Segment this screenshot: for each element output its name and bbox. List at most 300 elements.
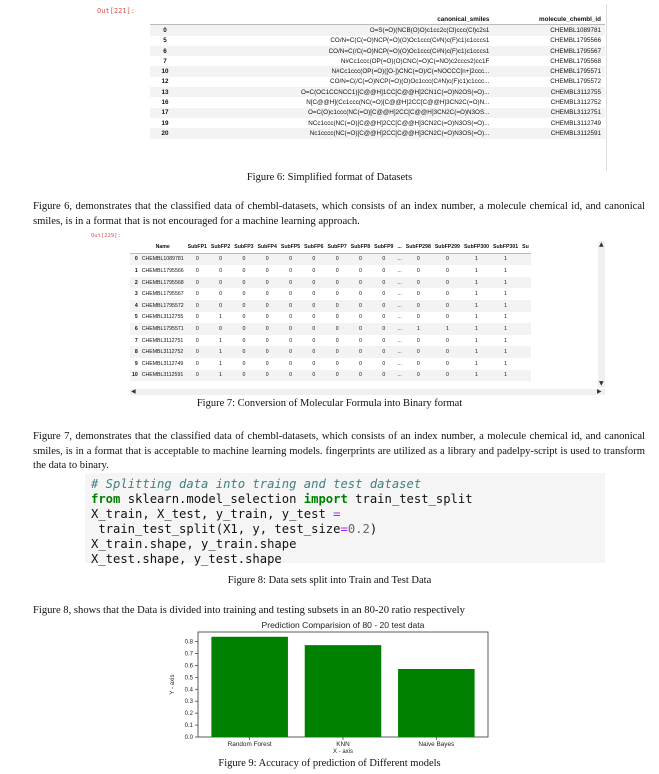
code-number: 0.2: [347, 522, 370, 536]
fingerprint-cell: 0: [232, 346, 255, 358]
fingerprint-cell: 0: [335, 267, 339, 274]
fingerprint-cell: 1: [462, 277, 491, 289]
code-import-name: train_test_split: [347, 492, 473, 506]
fingerprint-cell: 0: [372, 277, 395, 289]
table-row: [150, 97, 605, 107]
fingerprint-cell: 0: [242, 267, 246, 274]
canonical-smiles-cell: Nc1cccc(NC(=O)[C@@H]2CC[C@@H]3CN2C(=O)N3OS(=O)...: [180, 128, 493, 138]
y-tick-label: 0.7: [184, 651, 193, 658]
molecule-chembl-id-cell: CHEMBL1795566: [550, 37, 601, 45]
fingerprint-cell: 0: [404, 300, 433, 312]
row-index: 8: [130, 346, 140, 358]
row-index: 0: [130, 253, 140, 265]
table-row: [130, 346, 531, 358]
fingerprint-cell: 0: [416, 267, 420, 274]
bar-naive-bayes: [398, 669, 475, 737]
fingerprint-cell: 1: [462, 300, 491, 312]
fingerprint-cell: 1: [209, 370, 232, 382]
fingerprint-cell: 0: [312, 291, 316, 298]
truncated-cell: [520, 288, 531, 300]
fig6-header-row: [150, 14, 605, 25]
fingerprint-cell: 0: [195, 360, 199, 367]
scroll-left-arrow-icon[interactable]: ◀: [131, 388, 136, 395]
paragraph-1: Figure 6, demonstrates that the classified data of chembl-datasets, which consists of an index number, a molecule chemical id, and canonical smiles, is in a format that is not encouraged for a machine learning approach.: [33, 201, 645, 227]
scroll-up-arrow-icon[interactable]: ▲: [599, 241, 604, 248]
fingerprint-cell: 0: [404, 346, 433, 358]
row-index: 7: [163, 57, 167, 65]
fig7-col-header: SubFP1: [186, 241, 209, 253]
code-paren: ): [369, 522, 378, 536]
code-module: sklearn.model_selection: [120, 492, 304, 506]
fig7-dataframe: [130, 241, 531, 381]
code-cell: [85, 473, 605, 566]
fig6-col-header: canonical_smiles: [180, 14, 493, 25]
molecule-chembl-id-cell: CHEMBL1089781: [493, 25, 605, 36]
y-tick-label: 0.0: [184, 735, 193, 741]
fingerprint-cell: 1: [462, 346, 491, 358]
truncated-cell: [520, 312, 531, 324]
fig6-caption: Figure 6: Simplified format of Datasets: [246, 172, 413, 183]
fingerprint-cell: 0: [335, 291, 339, 298]
fingerprint-cell: ...: [395, 277, 403, 289]
fingerprint-cell: 0: [265, 337, 269, 344]
molecule-chembl-id-cell: CHEMBL3112591: [493, 128, 605, 138]
fingerprint-cell: 0: [372, 370, 395, 382]
row-index: 0: [150, 25, 180, 36]
fingerprint-cell: 0: [279, 370, 302, 382]
y-tick-label: 0.8: [184, 639, 193, 646]
fig7-col-header: SubFP299: [433, 241, 462, 253]
fingerprint-cell: 0: [302, 323, 325, 335]
truncated-cell: [520, 335, 531, 347]
table-row: [150, 36, 605, 46]
fingerprint-cell: 0: [359, 291, 362, 298]
fingerprint-cell: 0: [186, 300, 209, 312]
bar-random-forest: [211, 637, 288, 737]
fingerprint-cell: 0: [359, 314, 362, 321]
truncated-cell: [520, 265, 531, 277]
fingerprint-cell: 0: [195, 267, 199, 274]
fig7-col-header: Name: [140, 241, 186, 253]
y-axis-label: Y - axis: [170, 674, 176, 695]
fingerprint-cell: 0: [382, 314, 386, 321]
fingerprint-cell: 0: [186, 370, 209, 382]
fingerprint-cell: ...: [395, 370, 403, 382]
fingerprint-cell: 1: [475, 267, 478, 274]
fig7-col-header: SubFP3: [232, 241, 255, 253]
fingerprint-cell: ...: [395, 300, 403, 312]
row-index: 10: [150, 66, 180, 76]
table-row: [150, 128, 605, 138]
fingerprint-cell: 0: [416, 360, 420, 367]
fingerprint-cell: 0: [349, 253, 372, 265]
fingerprint-cell: 0: [372, 323, 395, 335]
fingerprint-cell: 0: [404, 277, 433, 289]
fingerprint-cell: 0: [242, 337, 246, 344]
fig7-col-header: SubFP300: [462, 241, 491, 253]
chembl-name-cell: CHEMBL3112591: [140, 370, 186, 382]
molecule-chembl-id-cell: CHEMBL1795567: [493, 46, 605, 56]
fingerprint-cell: 0: [186, 253, 209, 265]
fingerprint-cell: 0: [433, 253, 462, 265]
x-tick-label: Random Forest: [227, 741, 272, 748]
fingerprint-cell: 0: [445, 291, 449, 298]
fingerprint-cell: 0: [302, 277, 325, 289]
code-line-test-shape: X_test.shape, y_test.shape: [91, 552, 282, 566]
fingerprint-cell: 0: [289, 291, 292, 298]
fingerprint-cell: 0: [256, 253, 279, 265]
fingerprint-cell: 1: [462, 323, 491, 335]
fig7-col-header: SubFP4: [256, 241, 279, 253]
fingerprint-cell: 0: [325, 253, 348, 265]
fingerprint-cell: 0: [433, 370, 462, 382]
fingerprint-cell: 1: [475, 291, 478, 298]
table-row: [150, 87, 605, 97]
fingerprint-cell: 0: [242, 291, 246, 298]
molecule-chembl-id-cell: CHEMBL1795568: [550, 57, 601, 65]
fingerprint-cell: 0: [186, 346, 209, 358]
fingerprint-cell: 0: [186, 323, 209, 335]
fingerprint-cell: 1: [475, 337, 478, 344]
fig7-col-header: SubFP301: [491, 241, 520, 253]
fingerprint-cell: 1: [504, 291, 508, 298]
row-index: 13: [150, 87, 180, 97]
code-line-split: [91, 507, 599, 537]
fingerprint-cell: 0: [433, 346, 462, 358]
chembl-name-cell: CHEMBL3112749: [141, 360, 184, 367]
fig7-index-header: [130, 241, 140, 253]
fingerprint-cell: 1: [491, 370, 520, 382]
row-index: 9: [134, 360, 138, 367]
chembl-name-cell: CHEMBL1795572: [140, 300, 186, 312]
table-row: [150, 108, 605, 118]
fingerprint-cell: 0: [359, 360, 362, 367]
fig7-col-header: SubFP7: [325, 241, 348, 253]
y-tick-label: 0.5: [184, 675, 193, 682]
fingerprint-cell: ...: [395, 346, 403, 358]
code-line-import: [91, 492, 599, 507]
table-row: [130, 265, 531, 277]
row-index: 3: [134, 291, 138, 298]
truncated-cell: [520, 370, 531, 382]
scroll-down-arrow-icon[interactable]: ▼: [599, 380, 604, 387]
fingerprint-cell: 1: [404, 323, 433, 335]
fingerprint-cell: 0: [289, 267, 292, 274]
row-index: 20: [150, 128, 180, 138]
fingerprint-cell: 0: [232, 277, 255, 289]
fingerprint-cell: 0: [265, 267, 269, 274]
fig7-col-header: SubFP298: [404, 241, 433, 253]
row-index: 5: [163, 37, 167, 45]
molecule-chembl-id-cell: CHEMBL3112751: [493, 108, 605, 118]
chembl-name-cell: CHEMBL3112751: [141, 337, 184, 344]
chembl-name-cell: CHEMBL1795567: [141, 291, 184, 298]
fingerprint-cell: ...: [397, 291, 402, 298]
fingerprint-cell: 0: [359, 337, 362, 344]
fingerprint-cell: 0: [445, 314, 449, 321]
paragraph-3: Figure 8, shows that the Data is divided into training and testing subsets in an 80-20 ratio respectively: [33, 605, 465, 616]
fingerprint-cell: 0: [289, 337, 292, 344]
code-comment: # Splitting data into traing and test dataset: [91, 477, 422, 491]
fingerprint-cell: 0: [279, 323, 302, 335]
fingerprint-cell: 0: [195, 337, 199, 344]
fingerprint-cell: 0: [372, 300, 395, 312]
fingerprint-cell: 1: [504, 314, 508, 321]
fingerprint-cell: 1: [491, 253, 520, 265]
row-index: 5: [134, 314, 138, 321]
code-operator: =: [333, 507, 341, 521]
fingerprint-cell: ...: [397, 314, 402, 321]
fingerprint-cell: 0: [372, 253, 395, 265]
fig7-col-header: SubFP6: [302, 241, 325, 253]
fingerprint-cell: ...: [397, 360, 402, 367]
row-index: 4: [130, 300, 140, 312]
fingerprint-cell: 0: [232, 370, 255, 382]
fingerprint-cell: 0: [256, 277, 279, 289]
y-tick-label: 0.2: [184, 711, 193, 718]
fingerprint-cell: 0: [312, 337, 316, 344]
row-index: 7: [134, 337, 138, 344]
y-tick-label: 0.3: [184, 699, 193, 706]
truncated-cell: [520, 358, 531, 370]
fig7-col-header: SubFP9: [372, 241, 395, 253]
fingerprint-cell: 0: [209, 277, 232, 289]
fingerprint-cell: 0: [219, 267, 223, 274]
canonical-smiles-cell: N#Cc1ccc(OP(=O)(O)CNC(=O)C(=NO)c2cccs2)cc1F: [340, 57, 490, 65]
fig6-out-label: Out[221]:: [97, 7, 135, 15]
fingerprint-cell: ...: [395, 323, 403, 335]
table-row: [130, 358, 531, 370]
fingerprint-cell: 0: [382, 360, 386, 367]
fingerprint-cell: 0: [372, 346, 395, 358]
canonical-smiles-cell: O=C(O)c1ccc(NC(=O)[C@@H]2CC[C@@H]3CN2C(=O)N3OS...: [180, 108, 493, 118]
canonical-smiles-cell: NCc1ccc(NC(=O)[C@@H]2CC[C@@H]3CN2C(=O)N3OS(=O)...: [308, 119, 490, 127]
row-index: 10: [130, 370, 140, 382]
truncated-cell: [520, 346, 531, 358]
molecule-chembl-id-cell: CHEMBL3112752: [550, 99, 601, 107]
fingerprint-cell: 0: [325, 323, 348, 335]
fig6-col-header: molecule_chembl_id: [493, 14, 605, 25]
fingerprint-cell: 0: [349, 323, 372, 335]
fingerprint-cell: 1: [433, 323, 462, 335]
fingerprint-cell: 0: [325, 346, 348, 358]
chembl-name-cell: CHEMBL1795568: [140, 277, 186, 289]
fingerprint-cell: 0: [335, 360, 339, 367]
fingerprint-cell: 0: [232, 253, 255, 265]
paragraph-2: Figure 7, demonstrates that the classified data of chembl-datasets, which consists of an index number, a molecule chemical id, and canonical smiles, is in a format that is acceptable to machine learning models. fingerprints are utilized as a library and padelpy-script is used to transform the data to binary.: [33, 431, 645, 471]
fingerprint-cell: 0: [256, 323, 279, 335]
fingerprint-cell: 0: [445, 337, 449, 344]
fingerprint-cell: 0: [279, 300, 302, 312]
fingerprint-cell: 0: [186, 277, 209, 289]
fingerprint-cell: 1: [504, 337, 508, 344]
fingerprint-cell: 0: [256, 300, 279, 312]
row-index: 6: [150, 46, 180, 56]
table-row: [130, 370, 531, 382]
fingerprint-cell: 0: [302, 346, 325, 358]
x-tick-label: Naive Bayes: [418, 741, 455, 748]
fingerprint-cell: 0: [219, 291, 223, 298]
fingerprint-cell: 0: [279, 277, 302, 289]
fingerprint-cell: 0: [279, 253, 302, 265]
fig8-caption: Figure 8: Data sets split into Train and Test Data: [227, 575, 432, 586]
fingerprint-cell: 0: [349, 277, 372, 289]
fig7-horizontal-scrollbar[interactable]: [130, 389, 605, 395]
code-line-comment: [91, 477, 599, 492]
fig6-dataframe: [150, 14, 605, 139]
fig7-header-row: [130, 241, 531, 253]
table-row: [150, 25, 605, 36]
fingerprint-cell: 0: [349, 346, 372, 358]
fingerprint-cell: 0: [265, 314, 269, 321]
row-index: 2: [130, 277, 140, 289]
fingerprint-cell: 0: [433, 300, 462, 312]
fingerprint-cell: 0: [265, 291, 269, 298]
accuracy-bar-chart: [0, 618, 659, 758]
fingerprint-cell: 1: [491, 346, 520, 358]
fingerprint-cell: 0: [242, 360, 246, 367]
fingerprint-cell: 1: [504, 360, 508, 367]
table-row: [130, 312, 531, 324]
chart-title: Prediction Comparision of 80 - 20 test data: [261, 620, 425, 630]
fingerprint-cell: 0: [382, 267, 386, 274]
fig6-border-right: [606, 4, 607, 171]
fig7-col-header: SubFP8: [349, 241, 372, 253]
fingerprint-cell: 0: [279, 346, 302, 358]
truncated-cell: [520, 253, 531, 265]
table-row: [130, 300, 531, 312]
fingerprint-cell: 0: [265, 360, 269, 367]
fig7-col-header: SubFP5: [279, 241, 302, 253]
fingerprint-cell: 0: [289, 360, 292, 367]
fingerprint-cell: 1: [504, 267, 508, 274]
chembl-name-cell: CHEMBL1795571: [140, 323, 186, 335]
truncated-cell: [520, 277, 531, 289]
fingerprint-cell: 0: [349, 300, 372, 312]
fingerprint-cell: ...: [395, 253, 403, 265]
y-tick-label: 0.1: [184, 723, 193, 730]
code-operator: =: [340, 522, 348, 536]
fingerprint-cell: 0: [335, 314, 339, 321]
x-axis-label: X - axis: [332, 749, 354, 755]
fingerprint-cell: 1: [219, 314, 223, 321]
table-row: [130, 323, 531, 335]
fingerprint-cell: 1: [491, 300, 520, 312]
fingerprint-cell: 0: [312, 314, 316, 321]
molecule-chembl-id-cell: CHEMBL1795571: [493, 66, 605, 76]
table-row: [130, 277, 531, 289]
canonical-smiles-cell: CO/N=C(/C(=O)NCP(=O)(O)Oc1ccc(C#N)c(F)c1)c1ccc...: [330, 78, 490, 86]
chembl-name-cell: CHEMBL1795566: [141, 267, 184, 274]
code-line-train-shape: X_train.shape, y_train.shape: [91, 537, 297, 551]
fig6-index-header: [150, 14, 180, 25]
fingerprint-cell: 0: [349, 370, 372, 382]
table-row: [130, 253, 531, 265]
fingerprint-cell: 0: [404, 253, 433, 265]
fingerprint-cell: 0: [195, 291, 199, 298]
table-row: [150, 77, 605, 87]
canonical-smiles-cell: CO/N=C(C(=O)NCP(=O)(O)Oc1ccc(C#N)c(F)c1)c1cccs1: [330, 37, 490, 45]
fingerprint-cell: 0: [256, 370, 279, 382]
fingerprint-cell: 0: [325, 277, 348, 289]
chembl-name-cell: CHEMBL3112752: [140, 346, 186, 358]
table-row: [150, 66, 605, 76]
fingerprint-cell: 0: [416, 291, 420, 298]
fingerprint-cell: 0: [232, 300, 255, 312]
fingerprint-cell: 0: [382, 337, 386, 344]
fingerprint-cell: 0: [445, 267, 449, 274]
fingerprint-cell: 1: [462, 253, 491, 265]
fig7-vertical-scrollbar[interactable]: [598, 241, 605, 387]
table-row: [150, 118, 605, 128]
fingerprint-cell: 0: [302, 253, 325, 265]
fig7-caption: Figure 7: Conversion of Molecular Formula into Binary format: [196, 398, 463, 409]
row-index: 12: [161, 78, 169, 86]
fingerprint-cell: 1: [475, 314, 478, 321]
truncated-cell: [520, 300, 531, 312]
scroll-right-arrow-icon[interactable]: ▶: [597, 388, 602, 395]
row-index: 19: [161, 119, 169, 127]
fingerprint-cell: 0: [382, 291, 386, 298]
fingerprint-cell: 0: [312, 360, 316, 367]
fingerprint-cell: 0: [232, 323, 255, 335]
fig9-caption: Figure 9: Accuracy of prediction of Different models: [218, 758, 441, 769]
fingerprint-cell: 0: [359, 267, 362, 274]
fingerprint-cell: 1: [219, 337, 223, 344]
code-keyword-import: import: [303, 492, 348, 506]
fig7-col-header: ...: [395, 241, 403, 253]
fingerprint-cell: 0: [416, 314, 420, 321]
row-index: 1: [134, 267, 138, 274]
molecule-chembl-id-cell: CHEMBL3112755: [493, 87, 605, 97]
canonical-smiles-cell: O=S(=O)(NCB(O)O)c1cc2c(Cl)ccc(Cl)c2s1: [180, 25, 493, 36]
fingerprint-cell: 0: [195, 314, 199, 321]
chembl-name-cell: CHEMBL3112755: [141, 314, 184, 321]
x-tick-label: KNN: [336, 741, 350, 748]
table-row: [130, 335, 531, 347]
code-split-vars: X_train, X_test, y_train, y_test: [91, 507, 334, 521]
bar-knn: [305, 645, 382, 737]
molecule-chembl-id-cell: CHEMBL3112749: [550, 119, 601, 127]
fingerprint-cell: 0: [256, 346, 279, 358]
fig7-col-header: Su: [520, 241, 531, 253]
fingerprint-cell: 1: [491, 277, 520, 289]
y-tick-label: 0.4: [184, 687, 193, 694]
fingerprint-cell: 1: [491, 323, 520, 335]
fingerprint-cell: ...: [397, 267, 402, 274]
fingerprint-cell: 0: [445, 360, 449, 367]
code-split-call: train_test_split(X1, y, test_size: [91, 522, 341, 536]
row-index: 17: [150, 108, 180, 118]
fingerprint-cell: 0: [404, 370, 433, 382]
fingerprint-cell: 0: [209, 300, 232, 312]
canonical-smiles-cell: N#Cc1ccc(OP(=O)([O-])CNC(=O)/C(=NOCCC[n+]2ccc...: [180, 66, 493, 76]
canonical-smiles-cell: CO/N=C(/C(=O)NCP(=O)(O)Oc1ccc(C#N)c(F)c1)c1cccs1: [180, 46, 493, 56]
code-keyword-from: from: [91, 492, 121, 506]
fingerprint-cell: 0: [416, 337, 420, 344]
fingerprint-cell: 0: [209, 323, 232, 335]
fingerprint-cell: 1: [462, 370, 491, 382]
canonical-smiles-cell: N[C@@H](Cc1ccc(NC(=O)[C@@H]2CC[C@@H]3CN2C(=O)N...: [306, 99, 490, 107]
fig7-col-header: SubFP2: [209, 241, 232, 253]
fingerprint-cell: 1: [209, 346, 232, 358]
fingerprint-cell: 0: [302, 370, 325, 382]
molecule-chembl-id-cell: CHEMBL1795572: [550, 78, 601, 86]
row-index: 16: [161, 99, 169, 107]
fingerprint-cell: 0: [289, 314, 292, 321]
y-tick-label: 0.6: [184, 663, 193, 670]
fingerprint-cell: 0: [242, 314, 246, 321]
